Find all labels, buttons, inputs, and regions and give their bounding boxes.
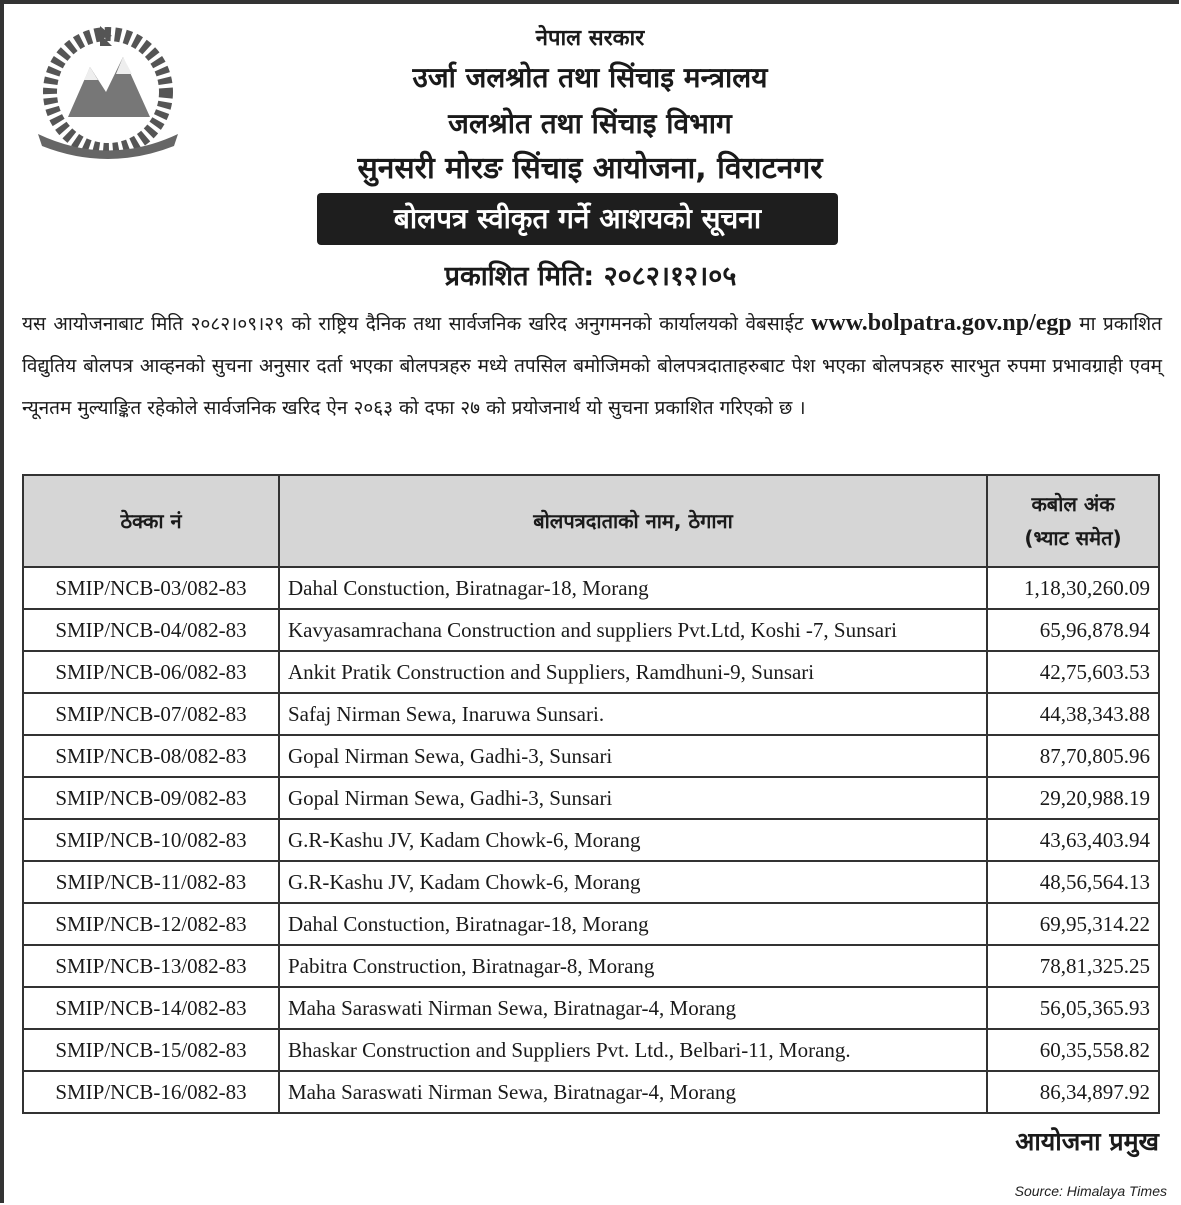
- bidder-cell: G.R-Kashu JV, Kadam Chowk-6, Morang: [279, 819, 987, 861]
- contract-no-cell: SMIP/NCB-09/082-83: [23, 777, 279, 819]
- bid-table: [22, 474, 1160, 1114]
- bid-amount-cell: 42,75,603.53: [987, 651, 1159, 693]
- bid-amount-cell: 48,56,564.13: [987, 861, 1159, 903]
- contract-no-cell: SMIP/NCB-15/082-83: [23, 1029, 279, 1071]
- bidder-cell: Pabitra Construction, Biratnagar-8, Morang: [279, 945, 987, 987]
- bidder-cell: Dahal Constuction, Biratnagar-18, Morang: [279, 567, 987, 609]
- government-name: नेपाल सरकार: [535, 26, 645, 51]
- header-bid-amount-line2: (भ्याट समेत): [1024, 526, 1122, 550]
- bidder-cell: Gopal Nirman Sewa, Gadhi-3, Sunsari: [279, 735, 987, 777]
- bid-amount-cell: 87,70,805.96: [987, 735, 1159, 777]
- table-row: [23, 777, 1159, 819]
- table-row: [23, 735, 1159, 777]
- bid-amount-cell: 65,96,878.94: [987, 609, 1159, 651]
- project-name: सुनसरी मोरङ सिंचाइ आयोजना, विराटनगर: [357, 151, 823, 186]
- bidder-cell: Gopal Nirman Sewa, Gadhi-3, Sunsari: [279, 777, 987, 819]
- bidder-cell: Maha Saraswati Nirman Sewa, Biratnagar-4, Morang: [279, 1071, 987, 1113]
- contract-no-cell: SMIP/NCB-13/082-83: [23, 945, 279, 987]
- bidder-cell: Safaj Nirman Sewa, Inaruwa Sunsari.: [279, 693, 987, 735]
- contract-no-cell: SMIP/NCB-14/082-83: [23, 987, 279, 1029]
- table-row: [23, 1029, 1159, 1071]
- bid-amount-cell: 86,34,897.92: [987, 1071, 1159, 1113]
- bid-amount-cell: 44,38,343.88: [987, 693, 1159, 735]
- table-row: [23, 609, 1159, 651]
- notice-title: बोलपत्र स्वीकृत गर्ने आशयको सूचना: [317, 193, 838, 245]
- bidder-cell: Dahal Constuction, Biratnagar-18, Morang: [279, 903, 987, 945]
- contract-no-cell: SMIP/NCB-03/082-83: [23, 567, 279, 609]
- bid-amount-cell: 60,35,558.82: [987, 1029, 1159, 1071]
- published-date: प्रकाशित मिति: २०८२।१२।०५: [444, 261, 737, 292]
- body-text-2: मा प्रकाशित विद्युतिय बोलपत्र आव्हनको सुचना अनुसार दर्ता भएका बोलपत्रहरु मध्ये तपसिल बमोजिमको बोलपत्रदाताहरुबाट पेश भएका बोलपत्रहरु सारभुत रुपमा प्रभावग्राही एवम् न्यूनतम मुल्याङ्कित रहेकोले सार्वजनिक खरिद ऐन २०६३ को दफा २७ को प्रयोजनार्थ यो सुचना प्रकाशित गरिएको छ ।: [22, 313, 1162, 419]
- contract-no-cell: SMIP/NCB-08/082-83: [23, 735, 279, 777]
- bidder-cell: G.R-Kashu JV, Kadam Chowk-6, Morang: [279, 861, 987, 903]
- bid-amount-cell: 56,05,365.93: [987, 987, 1159, 1029]
- source-credit: Source: Himalaya Times: [1014, 1183, 1167, 1199]
- table-row: [23, 945, 1159, 987]
- contract-no-cell: SMIP/NCB-12/082-83: [23, 903, 279, 945]
- table-row: [23, 693, 1159, 735]
- bid-amount-cell: 1,18,30,260.09: [987, 567, 1159, 609]
- bid-amount-cell: 43,63,403.94: [987, 819, 1159, 861]
- bid-amount-cell: 69,95,314.22: [987, 903, 1159, 945]
- bid-amount-cell: 29,20,988.19: [987, 777, 1159, 819]
- table-row: [23, 987, 1159, 1029]
- contract-no-cell: SMIP/NCB-06/082-83: [23, 651, 279, 693]
- table-row: [23, 1071, 1159, 1113]
- table-row: [23, 819, 1159, 861]
- header-contract-no: ठेक्का नं: [23, 475, 279, 567]
- table-header-row: [23, 475, 1159, 567]
- contract-no-cell: SMIP/NCB-10/082-83: [23, 819, 279, 861]
- bidder-cell: Maha Saraswati Nirman Sewa, Biratnagar-4, Morang: [279, 987, 987, 1029]
- table-row: [23, 903, 1159, 945]
- bidder-cell: Bhaskar Construction and Suppliers Pvt. Ltd., Belbari-11, Morang.: [279, 1029, 987, 1071]
- bolpatra-url: www.bolpatra.gov.np/egp: [811, 310, 1072, 336]
- body-text-1: यस आयोजनाबाट मिति २०८२।०९।२९ को राष्ट्रिय दैनिक तथा सार्वजनिक खरिद अनुगमनको कार्यालयको वेबसाईट: [22, 313, 804, 335]
- header-bid-amount-line1: कबोल अंक: [1031, 492, 1115, 516]
- bidder-cell: Ankit Pratik Construction and Suppliers, Ramdhuni-9, Sunsari: [279, 651, 987, 693]
- contract-no-cell: SMIP/NCB-11/082-83: [23, 861, 279, 903]
- bidder-cell: Kavyasamrachana Construction and suppliers Pvt.Ltd, Koshi -7, Sunsari: [279, 609, 987, 651]
- header-bid-amount: [987, 475, 1159, 567]
- header-bidder-name: बोलपत्रदाताको नाम, ठेगाना: [279, 475, 987, 567]
- nepal-government-emblem-icon: [28, 22, 188, 162]
- contract-no-cell: SMIP/NCB-04/082-83: [23, 609, 279, 651]
- signature-project-chief: आयोजना प्रमुख: [1015, 1127, 1159, 1156]
- notice-body: [22, 302, 1162, 429]
- table-row: [23, 567, 1159, 609]
- ministry-name: उर्जा जलश्रोत तथा सिंचाइ मन्त्रालय: [412, 61, 768, 94]
- contract-no-cell: SMIP/NCB-07/082-83: [23, 693, 279, 735]
- table-row: [23, 651, 1159, 693]
- bid-amount-cell: 78,81,325.25: [987, 945, 1159, 987]
- contract-no-cell: SMIP/NCB-16/082-83: [23, 1071, 279, 1113]
- table-row: [23, 861, 1159, 903]
- department-name: जलश्रोत तथा सिंचाइ विभाग: [448, 107, 732, 140]
